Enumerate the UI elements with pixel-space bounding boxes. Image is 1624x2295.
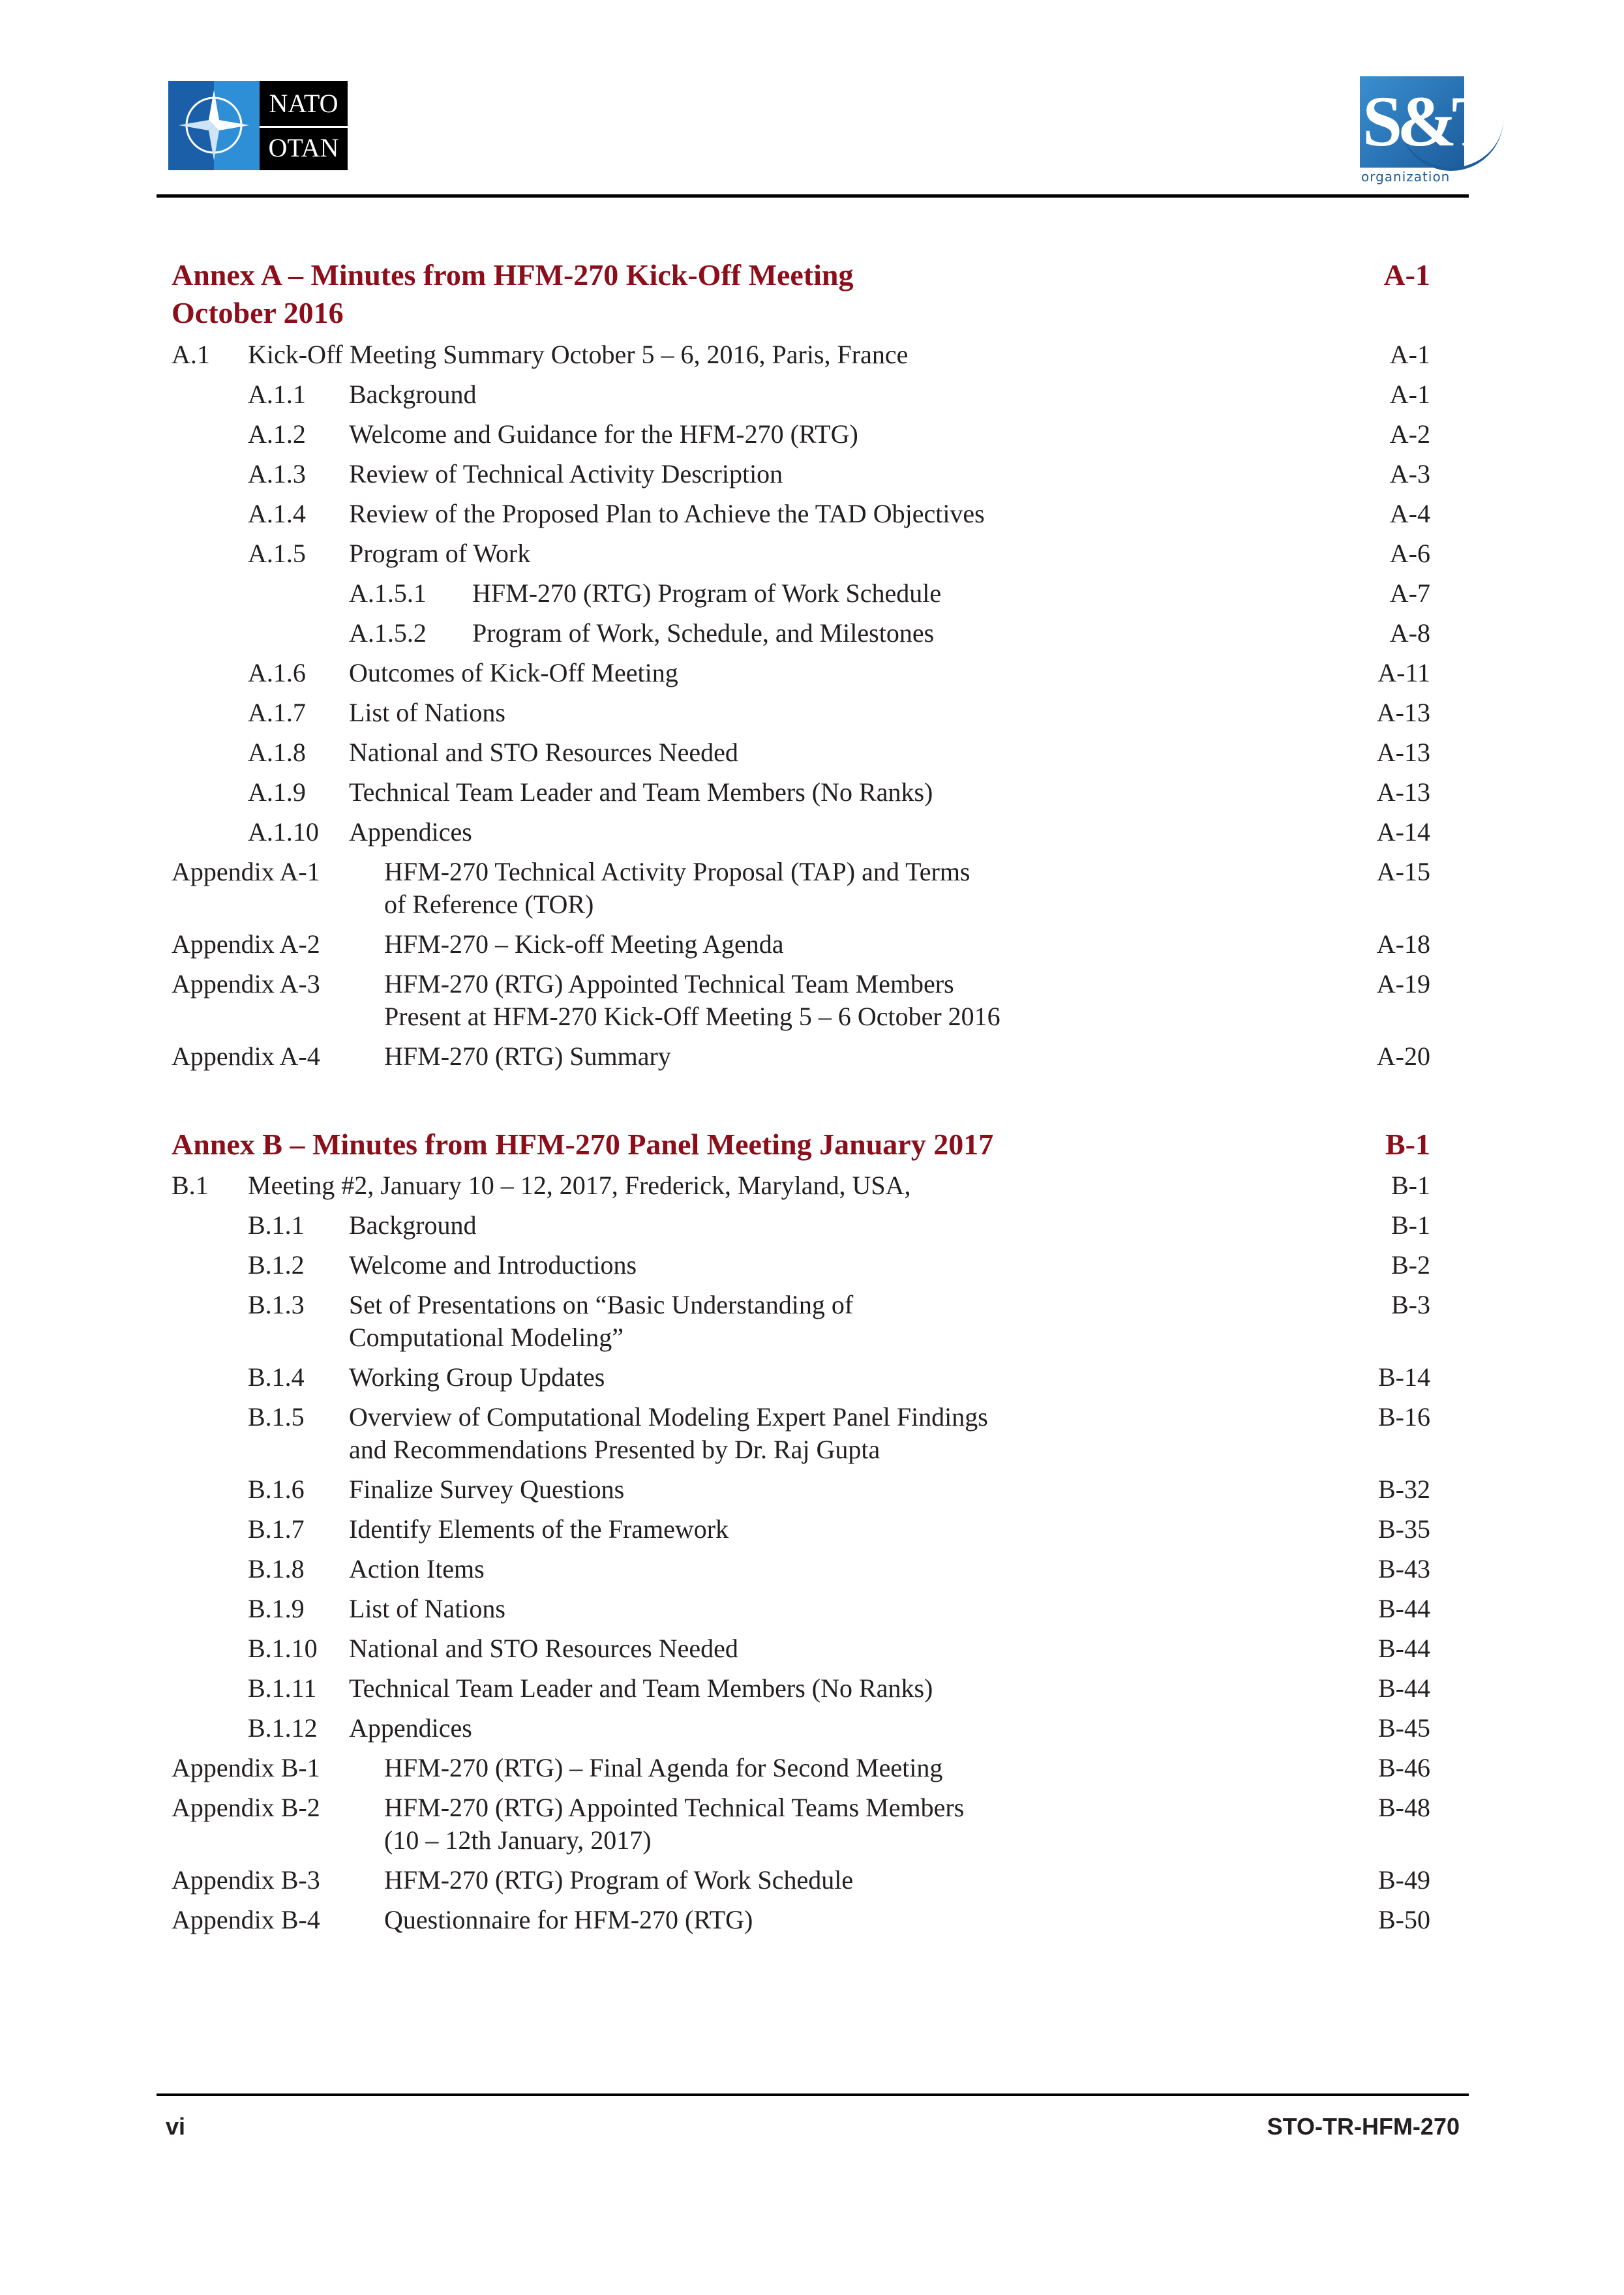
toc-entry-page: B-50 [1378, 1905, 1430, 1934]
toc-entry[interactable] [172, 1209, 1430, 1249]
nato-compass-icon [168, 81, 260, 170]
toc-entry-title: List of Nations [349, 698, 505, 727]
toc-entry-page: B-35 [1378, 1514, 1430, 1544]
toc-entry-title: HFM-270 (RTG) Program of Work Schedule [384, 1865, 854, 1895]
toc-entry[interactable] [172, 537, 1430, 577]
toc-entry-page: A-19 [1376, 969, 1430, 998]
toc-entry-number: A.1.7 [248, 698, 306, 727]
toc-entry-number: A.1.2 [248, 419, 306, 449]
toc-entry[interactable] [172, 816, 1430, 856]
toc-entry-number: A.1.1 [248, 380, 306, 409]
toc-entry-title: HFM-270 (RTG) – Final Agenda for Second Meeting [384, 1753, 943, 1782]
toc-entry-title: Technical Team Leader and Team Members (No Ranks) [349, 777, 933, 807]
toc-entry-number: B.1.6 [248, 1475, 305, 1504]
toc-entry-page: A-20 [1376, 1042, 1430, 1071]
toc-entry-page: B-45 [1378, 1713, 1430, 1743]
toc-entry-number: Appendix B-2 [172, 1793, 320, 1822]
toc-entry[interactable] [172, 776, 1430, 816]
toc-entry-page: B-43 [1378, 1554, 1430, 1583]
toc-entry-page: B-46 [1378, 1753, 1430, 1782]
toc-entry-title: National and STO Resources Needed [349, 1634, 738, 1663]
toc-entry[interactable] [172, 1289, 1430, 1361]
toc-entry-page: A-3 [1389, 459, 1430, 488]
toc-entry-title: Kick-Off Meeting Summary October 5 – 6, 2016, Paris, France [248, 340, 909, 369]
toc-entry[interactable] [172, 577, 1430, 617]
toc-entry-page: A-4 [1389, 499, 1430, 528]
toc-entry-number: B.1.5 [248, 1402, 305, 1432]
toc-entry-number: B.1.8 [248, 1554, 305, 1583]
toc-entry[interactable] [172, 1401, 1430, 1473]
annex-b-title: Annex B – Minutes from HFM-270 Panel Meeting January 2017 [172, 1128, 994, 1161]
footer-page-number: vi [166, 2113, 186, 2140]
toc-entry-page: B-16 [1378, 1402, 1430, 1432]
toc-entry-number: A.1.8 [248, 738, 306, 767]
toc-entry-number: B.1 [172, 1171, 209, 1200]
toc-entry-page: B-1 [1391, 1210, 1430, 1240]
toc-entry-title: Computational Modeling” [349, 1323, 624, 1352]
toc-entry[interactable] [172, 1169, 1430, 1209]
toc-entry-number: B.1.11 [248, 1673, 317, 1703]
toc-entry-number: A.1.5 [248, 539, 306, 568]
toc-entry[interactable] [172, 928, 1430, 968]
annex-b-heading [172, 1126, 1430, 1163]
toc-entry-title: Program of Work [349, 539, 531, 568]
toc-entry[interactable] [172, 617, 1430, 657]
toc-entry[interactable] [172, 736, 1430, 776]
toc-entry-number: Appendix A-3 [172, 969, 320, 998]
toc-entry-title: Present at HFM-270 Kick-Off Meeting 5 – 6 October 2016 [384, 1002, 1000, 1031]
logo-st-mark: S&T [1362, 82, 1495, 161]
toc-entry-page: B-49 [1378, 1865, 1430, 1895]
toc-entry-page: A-2 [1389, 419, 1430, 449]
toc-entry-title: (10 – 12th January, 2017) [384, 1825, 652, 1855]
toc-entry[interactable] [172, 1712, 1430, 1752]
toc-entry-page: A-13 [1376, 698, 1430, 727]
toc-entry-title: Background [349, 1210, 477, 1240]
toc-entry-page: A-13 [1376, 738, 1430, 767]
toc-entry-title: Review of the Proposed Plan to Achieve the TAD Objectives [349, 499, 985, 528]
toc-entry-number: A.1.3 [248, 459, 306, 488]
toc-entry-page: B-44 [1378, 1634, 1430, 1663]
toc-entry-page: A-13 [1376, 777, 1430, 807]
toc-entry-page: A-1 [1389, 380, 1430, 409]
toc-entry-page: B-1 [1391, 1171, 1430, 1200]
toc-entry-number: A.1.9 [248, 777, 306, 807]
toc-entry-page: B-14 [1378, 1362, 1430, 1392]
toc-entry[interactable] [172, 1553, 1430, 1593]
toc-entry-title: HFM-270 (RTG) Summary [384, 1042, 671, 1071]
logo-nato-text: NATO [269, 88, 338, 118]
toc-entry-title: Welcome and Introductions [349, 1250, 637, 1280]
toc-entry-title: Meeting #2, January 10 – 12, 2017, Frederick, Maryland, USA, [248, 1171, 911, 1200]
annex-b-entries [172, 1169, 1430, 1943]
toc-entry-title: Review of Technical Activity Description [349, 459, 783, 488]
toc-entry-page: B-3 [1391, 1290, 1430, 1319]
toc-entry-title: Technical Team Leader and Team Members (No Ranks) [349, 1673, 933, 1703]
toc-entry-number: A.1.5.1 [349, 578, 427, 608]
footer-divider [157, 2093, 1469, 2096]
toc-entry-page: A-1 [1389, 340, 1430, 369]
toc-entry-title: of Reference (TOR) [384, 890, 594, 919]
nato-otan-logo [168, 81, 348, 170]
toc-entry-number: B.1.9 [248, 1594, 305, 1623]
toc-entry[interactable] [172, 418, 1430, 458]
toc-entry-number: B.1.7 [248, 1514, 305, 1544]
toc-entry-title: Overview of Computational Modeling Expert Panel Findings [349, 1402, 988, 1432]
toc-entry[interactable] [172, 1752, 1430, 1792]
toc-entry-number: B.1.4 [248, 1362, 305, 1392]
toc-entry-number: B.1.2 [248, 1250, 305, 1280]
toc-entry[interactable] [172, 1361, 1430, 1401]
toc-entry[interactable] [172, 378, 1430, 418]
toc-entry-page: A-8 [1389, 618, 1430, 648]
toc-entry-number: A.1.5.2 [349, 618, 427, 648]
toc-entry-title: Working Group Updates [349, 1362, 605, 1392]
toc-entry-title: HFM-270 Technical Activity Proposal (TAP) and Terms [384, 857, 970, 886]
toc-entry[interactable] [172, 1792, 1430, 1864]
toc-entry[interactable] [172, 498, 1430, 537]
toc-entry[interactable] [172, 1632, 1430, 1672]
toc-entry-number: A.1.6 [248, 658, 306, 687]
sto-organization-logo [1360, 76, 1510, 187]
toc-entry-title: HFM-270 (RTG) Program of Work Schedule [472, 578, 942, 608]
toc-entry-title: National and STO Resources Needed [349, 738, 738, 767]
toc-entry-title: Appendices [349, 1713, 472, 1743]
toc-entry[interactable] [172, 1513, 1430, 1553]
toc-entry-title: Set of Presentations on “Basic Understanding of [349, 1290, 854, 1319]
toc-entry-title: Finalize Survey Questions [349, 1475, 625, 1504]
annex-a-entries [172, 338, 1430, 1080]
logo-organization-text: organization [1361, 169, 1451, 185]
annex-a-heading [172, 256, 1430, 332]
toc-entry-title: Outcomes of Kick-Off Meeting [349, 658, 678, 687]
toc-entry[interactable] [172, 1473, 1430, 1513]
toc-entry-page: A-11 [1377, 658, 1430, 687]
toc-entry[interactable] [172, 1593, 1430, 1632]
toc-entry[interactable] [172, 1040, 1430, 1080]
toc-entry[interactable] [172, 1672, 1430, 1712]
toc-entry-page: A-18 [1376, 929, 1430, 959]
toc-entry-page: B-44 [1378, 1594, 1430, 1623]
toc-entry-page: B-48 [1378, 1793, 1430, 1822]
toc-entry-page: B-2 [1391, 1250, 1430, 1280]
toc-entry-page: A-7 [1389, 578, 1430, 608]
toc-entry-number: A.1.10 [248, 817, 319, 847]
toc-entry-number: B.1.10 [248, 1634, 318, 1663]
toc-entry-number: Appendix A-1 [172, 857, 320, 886]
toc-entry[interactable] [172, 697, 1430, 736]
footer-document-id: STO-TR-HFM-270 [1267, 2113, 1460, 2140]
toc-entry-page: A-6 [1389, 539, 1430, 568]
toc-entry-number: Appendix B-4 [172, 1905, 320, 1934]
toc-entry[interactable] [172, 1864, 1430, 1904]
header-divider [157, 194, 1469, 198]
toc-entry-number: Appendix B-1 [172, 1753, 320, 1782]
toc-entry-title: Background [349, 380, 477, 409]
toc-entry[interactable] [172, 338, 1430, 378]
toc-entry-number: Appendix A-2 [172, 929, 320, 959]
toc-entry-title: HFM-270 (RTG) Appointed Technical Team Members [384, 969, 954, 998]
toc-entry-number: A.1.4 [248, 499, 306, 528]
toc-entry[interactable] [172, 458, 1430, 498]
toc-entry-title: Action Items [349, 1554, 485, 1583]
annex-a-title-line2: October 2016 [172, 296, 344, 329]
toc-entry-title: Appendices [349, 817, 472, 847]
toc-entry-title: and Recommendations Presented by Dr. Raj Gupta [349, 1435, 880, 1464]
annex-a-title-line1: Annex A – Minutes from HFM-270 Kick-Off Meeting [172, 258, 854, 292]
toc-entry-title: HFM-270 (RTG) Appointed Technical Teams Members [384, 1793, 965, 1822]
toc-entry-title: List of Nations [349, 1594, 505, 1623]
logo-otan-text: OTAN [268, 133, 339, 163]
toc-entry[interactable] [172, 1249, 1430, 1289]
toc-entry[interactable] [172, 968, 1430, 1040]
toc-entry-number: A.1 [172, 340, 210, 369]
toc-entry-number: Appendix B-3 [172, 1865, 320, 1895]
toc-entry-page: A-15 [1376, 857, 1430, 886]
annex-a-page: A-1 [1383, 258, 1430, 292]
toc-entry[interactable] [172, 856, 1430, 928]
toc-entry-page: B-44 [1378, 1673, 1430, 1703]
toc-entry-number: B.1.3 [248, 1290, 305, 1319]
toc-entry-title: Questionnaire for HFM-270 (RTG) [384, 1905, 753, 1934]
toc-entry-title: Identify Elements of the Framework [349, 1514, 729, 1544]
toc-entry[interactable] [172, 657, 1430, 697]
toc-entry[interactable] [172, 1904, 1430, 1943]
toc-entry-title: Welcome and Guidance for the HFM-270 (RTG) [349, 419, 858, 449]
toc-entry-number: B.1.1 [248, 1210, 305, 1240]
toc-entry-title: HFM-270 – Kick-off Meeting Agenda [384, 929, 784, 959]
toc-entry-page: A-14 [1376, 817, 1430, 847]
toc-entry-title: Program of Work, Schedule, and Milestones [472, 618, 935, 648]
toc-entry-page: B-32 [1378, 1475, 1430, 1504]
toc-entry-number: Appendix A-4 [172, 1042, 320, 1071]
annex-b-page: B-1 [1385, 1128, 1430, 1161]
toc-entry-number: B.1.12 [248, 1713, 318, 1743]
